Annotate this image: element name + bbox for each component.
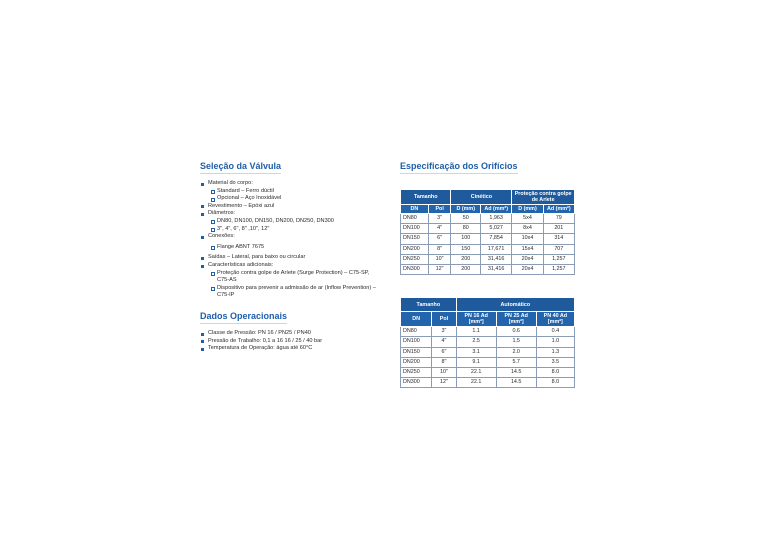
table-cell: 5.7: [496, 357, 536, 367]
table-cell: 22.1: [456, 378, 496, 388]
column-header: PN 40 Ad [mm²]: [536, 312, 574, 327]
column-header: DN: [401, 312, 432, 327]
group-header: Proteção contra golpe de Aríete: [512, 190, 575, 205]
column-header: Ad (mm²): [543, 205, 574, 214]
table-cell: 707: [543, 244, 574, 254]
table-cell: 3.1: [456, 347, 496, 357]
table-cell: 8.0: [536, 367, 574, 377]
list-item: Pressão de Trabalho: 0,1 a 16 16 / 25 / 40 bar: [200, 338, 380, 346]
table-cell: 1.5: [496, 337, 536, 347]
list-item: Características adicionais: Proteção contra golpe de Aríete (Surge Protection) – C75-SP, C75-AS Dispositivo para prevenir a admissão de ar (Inflow Prevention) – C75-IP: [200, 262, 380, 300]
kinetic-table: [400, 189, 575, 275]
table-cell: 200: [451, 264, 481, 274]
table-cell: 3": [428, 214, 451, 224]
group-header: Automático: [456, 298, 574, 312]
table-row: [401, 254, 575, 264]
table-row: [401, 367, 575, 377]
table-cell: 100: [451, 234, 481, 244]
table-row: [401, 264, 575, 274]
table-cell: 8x4: [512, 224, 543, 234]
table-cell: 79: [543, 214, 574, 224]
table-cell: 20x4: [512, 264, 543, 274]
operational-data-title: Dados Operacionais: [200, 311, 287, 324]
list-item: Saídas – Lateral, para baixo ou circular: [200, 254, 380, 262]
valve-selection-list: [200, 180, 380, 300]
list-subitem: 3", 4", 6", 8" ,10", 12": [210, 226, 380, 234]
list-item: Revestimento – Epóxi azul: [200, 203, 380, 211]
table-cell: 1,257: [543, 254, 574, 264]
table-cell: 6": [428, 234, 451, 244]
table-cell: 5,027: [481, 224, 512, 234]
list-subitem: Opcional – Aço Inoxidável: [210, 195, 380, 203]
column-header: D (mm): [512, 205, 543, 214]
table-row: [401, 337, 575, 347]
table-cell: 20x4: [512, 254, 543, 264]
table-cell: 5x4: [512, 214, 543, 224]
table-cell: 12": [432, 378, 456, 388]
list-subitem: DN80, DN100, DN150, DN200, DN250, DN300: [210, 218, 380, 226]
list-item: Diâmetros: DN80, DN100, DN150, DN200, DN250, DN300 3", 4", 6", 8" ,10", 12": [200, 210, 380, 233]
table-row: [401, 224, 575, 234]
table-cell: 0.4: [536, 327, 574, 337]
table-cell: 3.5: [536, 357, 574, 367]
table-cell: 150: [451, 244, 481, 254]
column-header: Ad (mm²): [481, 205, 512, 214]
table-row: [401, 244, 575, 254]
orifice-spec-title: Especificação dos Orifícios: [400, 161, 518, 174]
table-cell: 14.5: [496, 378, 536, 388]
table-row: [401, 347, 575, 357]
list-subitem: Flange ABNT 7675: [210, 244, 380, 252]
column-header: Pol: [428, 205, 451, 214]
table-cell: 7,854: [481, 234, 512, 244]
table-cell: 14.5: [496, 367, 536, 377]
table-cell: 15x4: [512, 244, 543, 254]
column-header: Pol: [432, 312, 456, 327]
table-cell: 10": [428, 254, 451, 264]
group-header: Cinético: [451, 190, 512, 205]
table-cell: DN150: [401, 234, 429, 244]
table-cell: DN250: [401, 367, 432, 377]
table-cell: 31,416: [481, 254, 512, 264]
table-cell: DN100: [401, 224, 429, 234]
table-row: [401, 214, 575, 224]
table-cell: 10x4: [512, 234, 543, 244]
table-cell: DN100: [401, 337, 432, 347]
table-cell: 201: [543, 224, 574, 234]
table-cell: 2.5: [456, 337, 496, 347]
table-cell: 6": [432, 347, 456, 357]
table-cell: 2.0: [496, 347, 536, 357]
table-cell: 1.0: [536, 337, 574, 347]
table-cell: 80: [451, 224, 481, 234]
table-cell: DN250: [401, 254, 429, 264]
table-cell: DN300: [401, 378, 432, 388]
list-subitem: Dispositivo para prevenir a admissão de ar (Inflow Prevention) – C75-IP: [210, 285, 380, 300]
table-row: [401, 327, 575, 337]
table-cell: 8.0: [536, 378, 574, 388]
valve-selection-title: Seleção da Válvula: [200, 161, 281, 174]
table-cell: 1,257: [543, 264, 574, 274]
table-row: [401, 234, 575, 244]
table-cell: 9.1: [456, 357, 496, 367]
list-item: Temperatura de Operação: água até 60°C: [200, 345, 380, 353]
table-cell: 1.3: [536, 347, 574, 357]
table-cell: 0.6: [496, 327, 536, 337]
table-cell: DN300: [401, 264, 429, 274]
table-cell: DN80: [401, 214, 429, 224]
column-header: PN 25 Ad [mm²]: [496, 312, 536, 327]
table-cell: 4": [428, 224, 451, 234]
list-item: Classe de Pressão: PN 16 / PN25 / PN40: [200, 330, 380, 338]
table-row: [401, 357, 575, 367]
table-cell: 1,963: [481, 214, 512, 224]
table-cell: 31,416: [481, 264, 512, 274]
table-cell: DN200: [401, 244, 429, 254]
list-item: Material do corpo: Standard – Ferro dúctil Opcional – Aço Inoxidável: [200, 180, 380, 203]
column-header: PN 16 Ad [mm²]: [456, 312, 496, 327]
table-cell: 50: [451, 214, 481, 224]
group-header: Tamanho: [401, 190, 451, 205]
table-cell: DN80: [401, 327, 432, 337]
table-row: [401, 378, 575, 388]
table-cell: 1.1: [456, 327, 496, 337]
operational-data-list: [200, 330, 380, 353]
right-column: [400, 156, 575, 388]
table-cell: 17,671: [481, 244, 512, 254]
column-header: D (mm): [451, 205, 481, 214]
table-cell: DN200: [401, 357, 432, 367]
list-subitem: Proteção contra golpe de Aríete (Surge Protection) – C75-SP, C75-AS: [210, 270, 380, 285]
automatic-table: [400, 297, 575, 388]
table-cell: 4": [432, 337, 456, 347]
group-header: Tamanho: [401, 298, 457, 312]
table-cell: 8": [432, 357, 456, 367]
table-cell: 314: [543, 234, 574, 244]
table-cell: 200: [451, 254, 481, 264]
list-subitem: Standard – Ferro dúctil: [210, 188, 380, 196]
table-cell: 3": [432, 327, 456, 337]
table-cell: DN150: [401, 347, 432, 357]
table-cell: 22.1: [456, 367, 496, 377]
table-cell: 12": [428, 264, 451, 274]
column-header: DN: [401, 205, 429, 214]
list-item: Conexões: Flange ABNT 7675: [200, 233, 380, 254]
table-cell: 8": [428, 244, 451, 254]
table-cell: 10": [432, 367, 456, 377]
left-column: [200, 156, 380, 353]
